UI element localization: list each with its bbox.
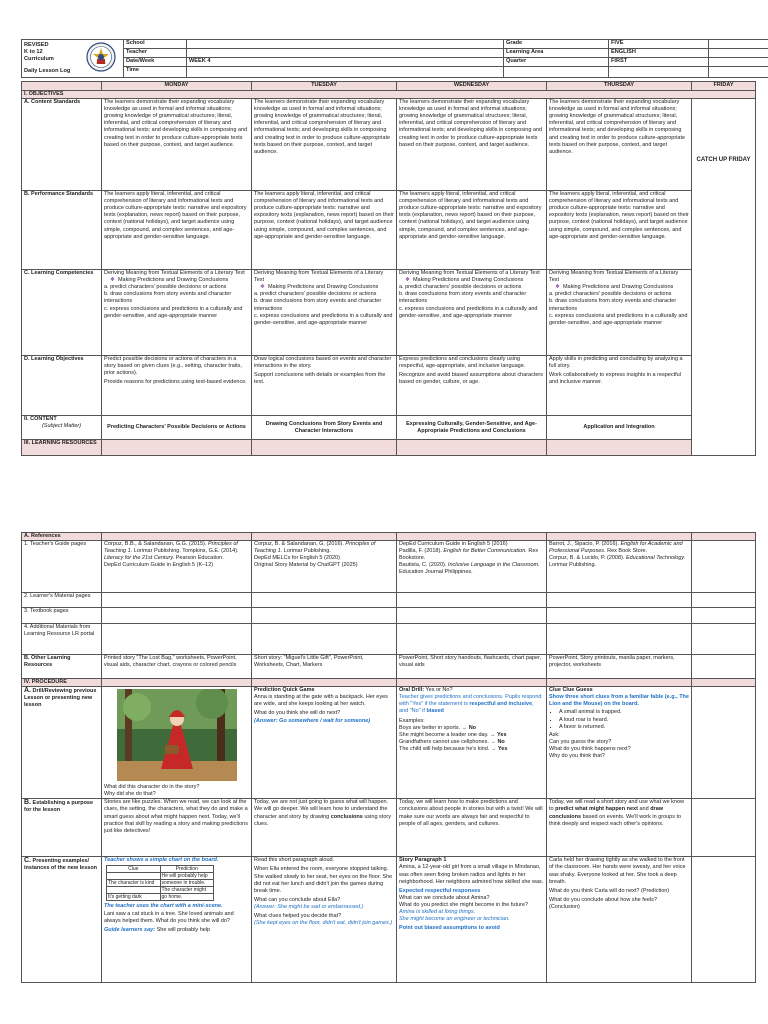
label-additional-materials: 4. Additional Materials from Learning Resource LR portal	[22, 624, 102, 655]
deped-seal-icon	[86, 42, 116, 72]
objectives-table	[21, 81, 756, 456]
curriculum-title: REVISED K to 12 Curriculum Daily Lesson Log	[22, 40, 84, 78]
day-tuesday: TUESDAY	[252, 82, 397, 91]
diamond-bullet-icon: ❖	[405, 277, 410, 284]
content-standards-tue: The learners demonstrate their expanding vocabulary knowledge as used in formal and informal situations; growing knowledge of grammatical structures; literal, inferential, and critical comprehension of literary and informational texts; and developing skills in composing and creating text in order to produce culture-appropriate texts based on their purpose, context, and target audience.	[252, 99, 397, 191]
date-value: WEEK 4	[187, 58, 504, 67]
grade-label: Grade	[504, 40, 609, 49]
lesson-log-page-1	[21, 39, 755, 456]
competencies-mon: Deriving Meaning from Textual Elements of a Literary Text ❖ Making Predictions and Drawing Conclusions a. predict characters' possible decisions or actions b. draw conclusions from story events and character interactions c. express conclusions and predictions in a culturally and gender-sensitive, and age-appropriate manner	[102, 270, 252, 356]
examples-tue: Read this short paragraph aloud. When Ella entered the room, everyone stopped talking. She walked slowly to her seat, her eyes on the floor. She did not eat her lunch and didn't join the games during break time. What can you conclude about Ella? (Answer: She might be sad or embarrassed.) What clues helped you decide that? (She kept eyes on the floor, didn't eat, didn't join games.)	[252, 857, 397, 983]
quarter-label: Quarter	[504, 58, 609, 67]
performance-thu: The learners apply literal, inferential, and critical comprehension of literary and informational texts and produce culture-appropriate texts: narrative and expository texts (explanation, news report) based on their purpose, context (national holidays), and target audience using simple, compound, and complex sentences, and age-appropriate and gender-sensitive language.	[547, 191, 692, 270]
diamond-bullet-icon: ❖	[110, 277, 115, 284]
section-learning-resources: III. LEARNING RESOURCES	[22, 440, 102, 456]
purpose-mon: Stories are like puzzles. When we read, we can look at the clues, the setting, the characters, what they do and make a smart guess about what might happen next. Today, we'll practice that skill by reading a story and making predictions just like detectives!	[102, 799, 252, 857]
olr-mon: Printed story "The Lost Bag," worksheets, PowerPoint, visual aids, character chart, crayons or colored pencils	[102, 655, 252, 679]
examples-mon: Teacher shows a simple chart on the board. Clue Prediction He will probably help The character is kind someone in trouble. The character might It's getting dark go home. The teacher uses the chart with a mini-scene. Lani saw a cat stuck in a tree. She loved animals and always helped them. What do you think she will do? Guide learners say: She will probably help	[102, 857, 252, 983]
tg-tue: Corpuz, B. & Salandanan, G. (2016). Principles of Teaching 1. Lorimar Publishing. DepEd MELCs for English 5 (2020) Original Story Material by ChatGPT (2025)	[252, 541, 397, 593]
drill-thu: Clue Clue Guess Show three short clues from a familiar fable (e.g., The Lion and the Mouse) on the board. ▪ A small animal is trapped. ▪ A loud roar is heard. ▪ A favor is returned. Ask: Can you guess the story? What do you think happens next? Why do you think that?	[547, 687, 692, 799]
label-other-resources: B. Other Learning Resources	[22, 655, 102, 679]
time-label: Time	[124, 67, 187, 78]
purpose-tue: Today, we are not just going to guess what will happen. We will go deeper. We will learn how to understand the character and story by drawing conclusions using story clues.	[252, 799, 397, 857]
drill-mon: What did this character do in the story? Why did she do that?	[102, 687, 252, 799]
content-standards-thu: The learners demonstrate their expanding vocabulary knowledge as used in formal and informal situations; growing knowledge of grammatical structures; literal, inferential, and critical comprehension of literary and informational texts; and developing skills in composing and creating text in order to produce culture-appropriate texts based on their purpose, context, and target audience.	[547, 99, 692, 191]
performance-mon: The learners apply literal, inferential, and critical comprehension of literary and informational texts and produce culture-appropriate texts: narrative and expository texts (explanation, news report) based on their purpose, context (national holidays), and target audience using simple, compound, and complex sentences, and age-appropriate and gender-sensitive language.	[102, 191, 252, 270]
day-thursday: THURSDAY	[547, 82, 692, 91]
label-textbook-pages: 3. Textbook pages	[22, 608, 102, 624]
objectives-thu: Apply skills in predicting and concluding by analyzing a full story. Work collaboratively to express insights in a respectful and inclusive manner.	[547, 356, 692, 416]
diamond-bullet-icon: ❖	[260, 284, 265, 291]
day-friday: FRIDAY	[692, 82, 756, 91]
content-mon: Predicting Characters' Possible Decisions or Actions	[102, 416, 252, 440]
competencies-tue: Deriving Meaning from Textual Elements of a Literary Text ❖ Making Predictions and Drawing Conclusions a. predict characters' possible decisions or actions b. draw conclusions from story events and character interactions c. express conclusions and predictions in a culturally and gender-sensitive, and age-appropriate manner	[252, 270, 397, 356]
objectives-tue: Draw logical conclusions based on events and character interactions in the story. Support conclusions with details or examples from the text.	[252, 356, 397, 416]
procedure-table	[21, 532, 756, 983]
purpose-thu: Today, we will read a short story and use what we know to predict what might happen next and draw conclusions based on events. We'll work in groups to think deeply and respect each other's opinions.	[547, 799, 692, 857]
grade-value: FIVE	[609, 40, 709, 49]
objectives-wed: Express predictions and conclusions clearly using respectful, age-appropriate, and inclusive language. Recognize and avoid biased assumptions about characters based on gender, culture, or age.	[397, 356, 547, 416]
doc-name: Daily Lesson Log	[24, 68, 71, 74]
tg-mon: Corpuz, B.B., & Salandanan, G.G. (2015). Principles of Teaching 1. Lorimar Publishing. Tompkins, G.E. (2014). Literacy for the 21st Century. Pearson Education. DepEd Curriculum Guide in English 5 (K–12)	[102, 541, 252, 593]
tg-thu: Barrot, J., Sipacio, P. (2016). English for Academic and Professional Purposes. Rex Book Store. Corpuz, B. & Lucido, P. (2008). Educational Technology. Lorimar Publishing.	[547, 541, 692, 593]
section-objectives: I. OBJECTIVES	[22, 91, 756, 99]
day-monday: MONDAY	[102, 82, 252, 91]
label-content-standards: A. Content Standards	[22, 99, 102, 191]
learning-area-value: ENGLISH	[609, 49, 709, 58]
header-table	[21, 39, 768, 78]
content-standards-wed: The learners demonstrate their expanding vocabulary knowledge as used in formal and informal situations; growing knowledge of grammatical structures; literal, inferential, and critical comprehension of literary and informational texts; and developing skills in composing and creating text in order to produce culture-appropriate texts based on their purpose, context, and target audience.	[397, 99, 547, 191]
competencies-thu: Deriving Meaning from Textual Elements of a Literary Text ❖ Making Predictions and Drawing Conclusions a. predict characters' possible decisions or actions b. draw conclusions from story events and character interactions c. express conclusions and predictions in a culturally and gender-sensitive, and age-appropriate manner	[547, 270, 692, 356]
date-label: Date/Week	[124, 58, 187, 67]
school-label: School	[124, 40, 187, 49]
drill-tue: Prediction Quick Game Anna is standing at the gate with a backpack. Her eyes are wide, and she keeps looking at her watch. What do you think she will do next? (Answer: Go somewhere / wait for someone)	[252, 687, 397, 799]
content-tue: Drawing Conclusions from Story Events and Character Interactions	[252, 416, 397, 440]
olr-wed: PowerPoint, Short story handouts, flashcards, chart paper, visual aids	[397, 655, 547, 679]
label-learning-competencies: C. Learning Competencies	[22, 270, 102, 356]
clue-prediction-chart: Clue Prediction He will probably help The character is kind someone in trouble. The character might It's getting dark go home.	[106, 865, 214, 901]
purpose-wed: Today, we will learn how to make predictions and conclusions about people in stories but with a twist! We will make sure our words are always fair and respectful to people of all ages, genders, and cultures.	[397, 799, 547, 857]
label-presenting-examples: C. Presenting examples/ instances of the new lesson	[22, 857, 102, 983]
label-drill: A. Drill/Reviewing previous Lesson or presenting new lesson	[22, 687, 102, 799]
tg-wed: DepEd Curriculum Guide in English 5 (2016) Padilla, F. (2018). English for Better Communication. Rex Bookstore. Bautista, C. (2020). Inclusive Language in the Classroom. Education Journal Philippines.	[397, 541, 547, 593]
content-thu: Application and Integration	[547, 416, 692, 440]
label-references: A. References	[22, 533, 102, 541]
label-purpose: B. Establishing a purpose for the lesson	[22, 799, 102, 857]
section-procedure: IV. PROCEDURE	[22, 679, 102, 687]
label-learners-material: 2. Learner's Material pages	[22, 593, 102, 608]
content-standards-mon: The learners demonstrate their expanding vocabulary knowledge as used in formal and informal situations; growing knowledge of grammatical structures; literal, inferential, and critical comprehension of literary and informational texts; and developing skills in composing and creating text in order to produce culture-appropriate texts based on their purpose, context, and target audience.	[102, 99, 252, 191]
quarter-value: FIRST	[609, 58, 709, 67]
diamond-bullet-icon: ❖	[555, 284, 560, 291]
label-learning-objectives: D. Learning Objectives	[22, 356, 102, 416]
teacher-value	[187, 49, 504, 58]
olr-thu: PowerPoint, Story printouts, manila paper, markers, projector, worksheets	[547, 655, 692, 679]
performance-tue: The learners apply literal, inferential, and critical comprehension of literary and informational texts and produce culture-appropriate texts: narrative and expository texts (explanation, news report) based on their purpose, context (national holidays), and target audience using simple, compound, and complex sentences, and age-appropriate and gender-sensitive language.	[252, 191, 397, 270]
teacher-label: Teacher	[124, 49, 187, 58]
red-riding-hood-illustration	[117, 689, 237, 781]
learning-area-label: Learning Area	[504, 49, 609, 58]
label-teachers-guide: 1. Teacher's Guide pages	[22, 541, 102, 593]
objectives-mon: Predict possible decisions or actions of characters in a story based on given clues (e.g., setting, character traits, prior actions). Provide reasons for predictions using text-based evidence.	[102, 356, 252, 416]
examples-thu: Carla held her drawing tightly as she walked to the front of the classroom. Her hands were sweaty, and her voice was shaky. Everyone looked at her. She took a deep breath. What do you think Carla will do next? (Prediction) What do you conclude about how she feels? (Conclusion)	[547, 857, 692, 983]
school-value	[187, 40, 504, 49]
catch-up-friday: CATCH UP FRIDAY	[692, 99, 756, 456]
day-wednesday: WEDNESDAY	[397, 82, 547, 91]
performance-wed: The learners apply literal, inferential, and critical comprehension of literary and informational texts and produce culture-appropriate texts: narrative and expository texts (explanation, news report) based on their purpose, context (national holidays), and target audience using simple, compound, and complex sentences, and age-appropriate and gender-sensitive language.	[397, 191, 547, 270]
examples-wed: Story Paragraph 1 Amina, a 12-year-old girl from a small village in Mindanao, was often seen fixing broken radios and lights in her neighborhood. Her neighbors admired how skilled she was. Expected respectful responses What can we conclude about Amina? What do you predict she might become in the future? Amina is skilled at fixing things. She might become an engineer or technician. Point out biased assumptions to avoid	[397, 857, 547, 983]
label-content: II. CONTENT (Subject Matter)	[22, 416, 102, 440]
lesson-log-page-2	[21, 532, 755, 983]
competencies-wed: Deriving Meaning from Textual Elements of a Literary Text ❖ Making Predictions and Drawing Conclusions a. predict characters' possible decisions or actions b. draw conclusions from story events and character interactions c. express conclusions and predictions in a culturally and gender-sensitive, and age-appropriate manner	[397, 270, 547, 356]
label-performance-standards: B. Performance Standards	[22, 191, 102, 270]
content-wed: Expressing Culturally, Gender-Sensitive, and Age-Appropriate Predictions and Conclusions	[397, 416, 547, 440]
day-header-blank	[22, 82, 102, 91]
olr-tue: Short story: "Miguel's Little Gift", PowerPoint, Worksheets, Chart, Markers	[252, 655, 397, 679]
drill-wed: Oral Drill: Yes or No? Teacher gives predictions and conclusions. Pupils respond with "Yes" if the statement is respectful and inclusive, and "No" if biased Examples: Boys are better in sports. → No She might become a leader one day. → Yes Grandfathers cannot use cellphones. → No The child will help because he's kind. → Yes	[397, 687, 547, 799]
deped-seal-cell	[84, 40, 124, 78]
